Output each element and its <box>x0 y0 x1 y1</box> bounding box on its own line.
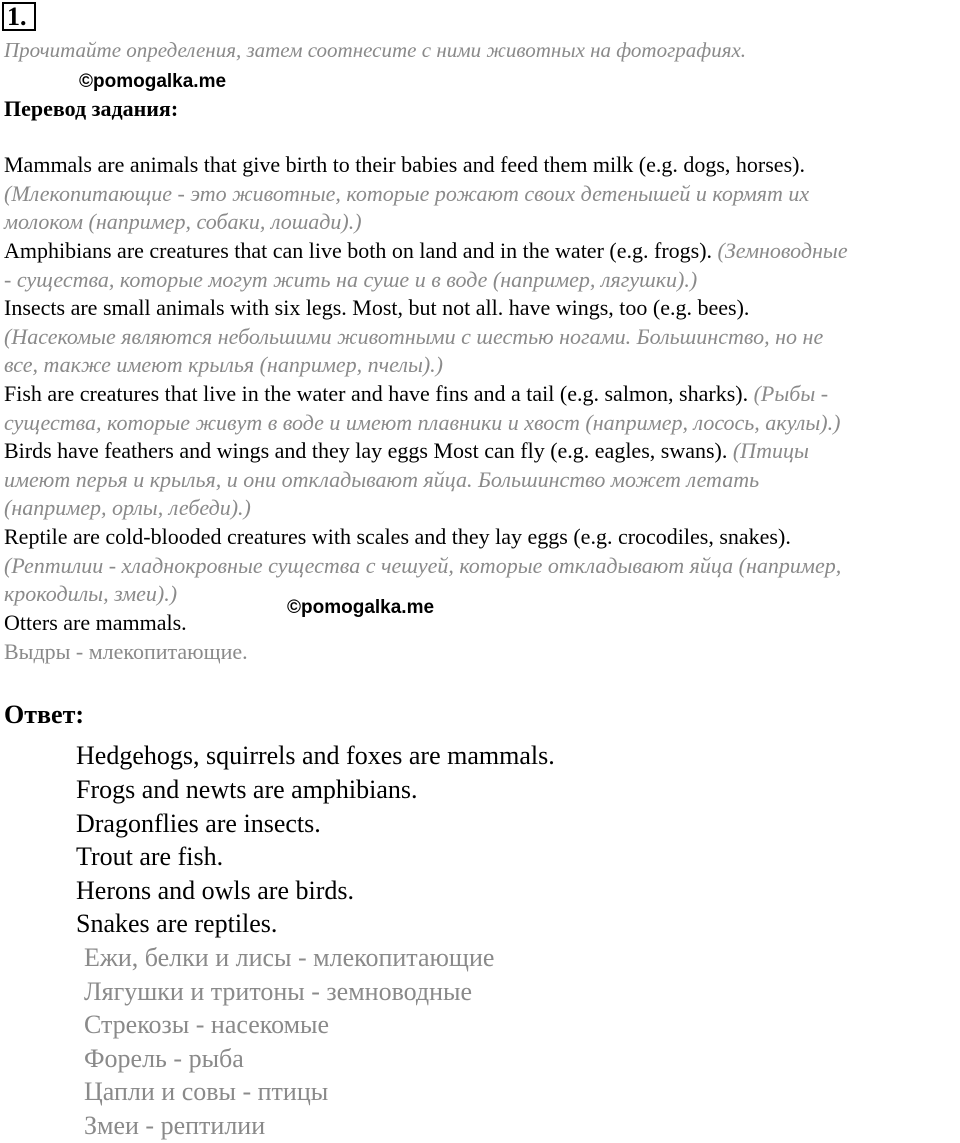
exercise-number: 1. <box>2 2 36 31</box>
definition-ru: крокодилы, змеи).) <box>4 581 178 606</box>
answer-en: Frogs and newts are amphibians. <box>76 775 418 804</box>
answer-ru: Цапли и совы - птицы <box>84 1077 329 1106</box>
watermark: ©pomogalka.me <box>79 71 227 92</box>
definition-ru: все, также имеют крылья (например, пчелы).) <box>4 352 444 377</box>
task-instruction: Прочитайте определения, затем соотнесите с ними животных на фотографиях. <box>4 38 747 62</box>
definition-ru: (например, орлы, лебеди).) <box>4 495 251 520</box>
definition-line <box>4 324 823 350</box>
definition-line <box>4 181 809 207</box>
definition-ru: имеют перья и крылья, и они откладывают яйца. Большинство может летать <box>4 467 760 492</box>
definition-ru: (Рептилии - хладнокровные существа с чешуей, которые откладывают яйца (например, <box>4 553 842 578</box>
definition-ru: молоком (например, собаки, лошади).) <box>4 209 362 234</box>
answer-ru: Ежи, белки и лисы - млекопитающие <box>84 943 495 972</box>
definition-line <box>4 410 840 436</box>
definition-line <box>4 381 828 407</box>
definition-line <box>4 267 697 293</box>
definition-line <box>4 467 759 493</box>
definition-line <box>4 238 848 264</box>
definition-ru: (Млекопитающие - это животные, которые рожают своих детенышей и кормят их <box>4 181 810 206</box>
answer-en: Dragonflies are insects. <box>76 809 321 838</box>
definition-ru: (Насекомые являются небольшими животными с шестью ногами. Большинство, но не <box>4 324 824 349</box>
definition-ru: - существа, которые могут жить на суше и в воде (например, лягушки).) <box>4 267 698 292</box>
translation-heading: Перевод задания: <box>4 96 179 121</box>
answer-heading: Ответ: <box>4 700 85 729</box>
otters-en: Otters are mammals. <box>4 610 187 635</box>
definition-en: Insects are small animals with six legs. Most, but not all. have wings, too (e.g. bees). <box>4 295 750 320</box>
answer-ru: Лягушки и тритоны - земноводные <box>84 977 473 1006</box>
watermark: ©pomogalka.me <box>287 597 435 618</box>
definition-ru: (Земноводные <box>717 238 848 263</box>
definition-line <box>4 209 362 235</box>
definition-line <box>4 524 791 550</box>
definition-en: Reptile are cold-blooded creatures with scales and they lay eggs (e.g. crocodiles, snakes). <box>4 524 791 549</box>
answer-en: Hedgehogs, squirrels and foxes are mammals. <box>76 741 555 770</box>
definition-line <box>4 152 805 178</box>
answer-en: Trout are fish. <box>76 842 224 871</box>
answer-ru: Змеи - рептилии <box>84 1111 266 1140</box>
definition-line <box>4 495 251 521</box>
otters-ru: Выдры - млекопитающие. <box>4 639 248 664</box>
definition-en: Fish are creatures that live in the water and have fins and a tail (e.g. salmon, sharks). <box>4 381 754 406</box>
answer-en: Snakes are reptiles. <box>76 909 278 938</box>
definition-line <box>4 438 809 464</box>
definition-line <box>4 352 443 378</box>
definition-en: Mammals are animals that give birth to their babies and feed them milk (e.g. dogs, horses). <box>4 152 805 177</box>
definition-line <box>4 553 841 579</box>
definition-line <box>4 295 749 321</box>
definition-line <box>4 581 177 607</box>
definition-en: Birds have feathers and wings and they lay eggs Most can fly (e.g. eagles, swans). <box>4 438 733 463</box>
answer-ru: Стрекозы - насекомые <box>84 1010 330 1039</box>
definition-ru: (Рыбы - <box>753 381 829 406</box>
definition-en: Amphibians are creatures that can live both on land and in the water (e.g. frogs). <box>4 238 718 263</box>
definition-ru: (Птицы <box>732 438 809 463</box>
answer-en: Herons and owls are birds. <box>76 876 354 905</box>
definition-ru: существа, которые живут в воде и имеют плавники и хвост (например, лосось, акулы).) <box>4 410 841 435</box>
answer-ru: Форель - рыба <box>84 1044 244 1073</box>
